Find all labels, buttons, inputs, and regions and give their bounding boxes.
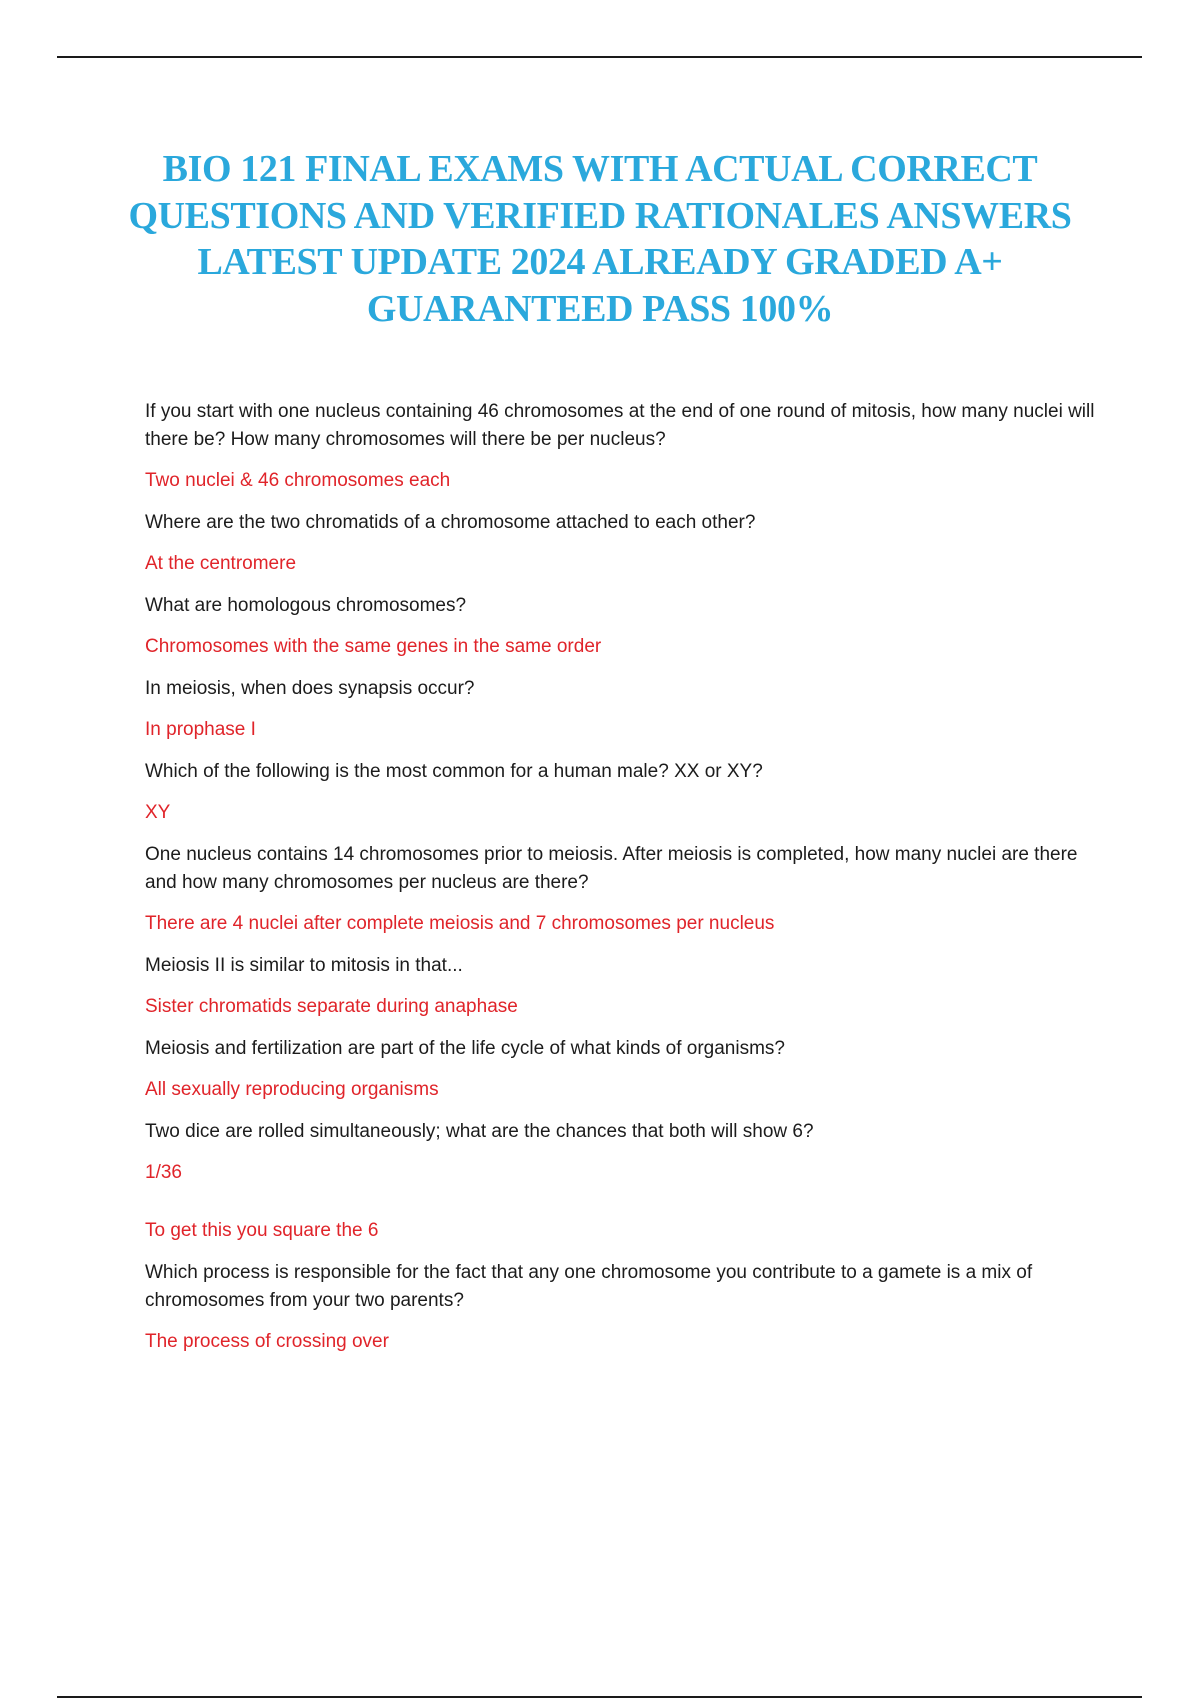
top-rule [57,56,1142,58]
question-7: Meiosis II is similar to mitosis in that... [145,955,463,976]
answer-9-note: To get this you square the 6 [145,1220,379,1241]
question-4: In meiosis, when does synapsis occur? [145,678,475,699]
question-3: What are homologous chromosomes? [145,595,467,616]
question-9: Two dice are rolled simultaneously; what are the chances that both will show 6? [145,1121,814,1142]
question-2: Where are the two chromatids of a chromosome attached to each other? [145,512,756,533]
answer-3: Chromosomes with the same genes in the same order [145,636,602,657]
answer-9: 1/36 [145,1162,182,1183]
bottom-rule [57,1696,1142,1698]
qa-list [145,398,1095,1356]
answer-6: There are 4 nuclei after complete meiosis and 7 chromosomes per nucleus [145,913,775,934]
answer-4: In prophase I [145,719,256,740]
question-6: One nucleus contains 14 chromosomes prior to meiosis. After meiosis is completed, how many nuclei are there and how many chromosomes per nucleus are there? [145,844,1078,893]
answer-1: Two nuclei & 46 chromosomes each [145,470,451,491]
question-5: Which of the following is the most common for a human male? XX or XY? [145,761,763,782]
answer-7: Sister chromatids separate during anaphase [145,996,518,1017]
document-title: BIO 121 FINAL EXAMS WITH ACTUAL CORRECT QUESTIONS AND VERIFIED RATIONALES ANSWERS LATEST UPDATE 2024 ALREADY GRADED A+ GUARANTEED PASS 100% [128,148,1072,330]
answer-5: XY [145,802,171,823]
answer-8: All sexually reproducing organisms [145,1079,439,1100]
answer-2: At the centromere [145,553,297,574]
answer-10: The process of crossing over [145,1331,389,1352]
question-8: Meiosis and fertilization are part of the life cycle of what kinds of organisms? [145,1038,785,1059]
question-1: If you start with one nucleus containing 46 chromosomes at the end of one round of mitosis, how many nuclei will there be? How many chromosomes will there be per nucleus? [145,401,1095,450]
question-10: Which process is responsible for the fact that any one chromosome you contribute to a gamete is a mix of chromosomes from your two parents? [145,1262,1033,1311]
